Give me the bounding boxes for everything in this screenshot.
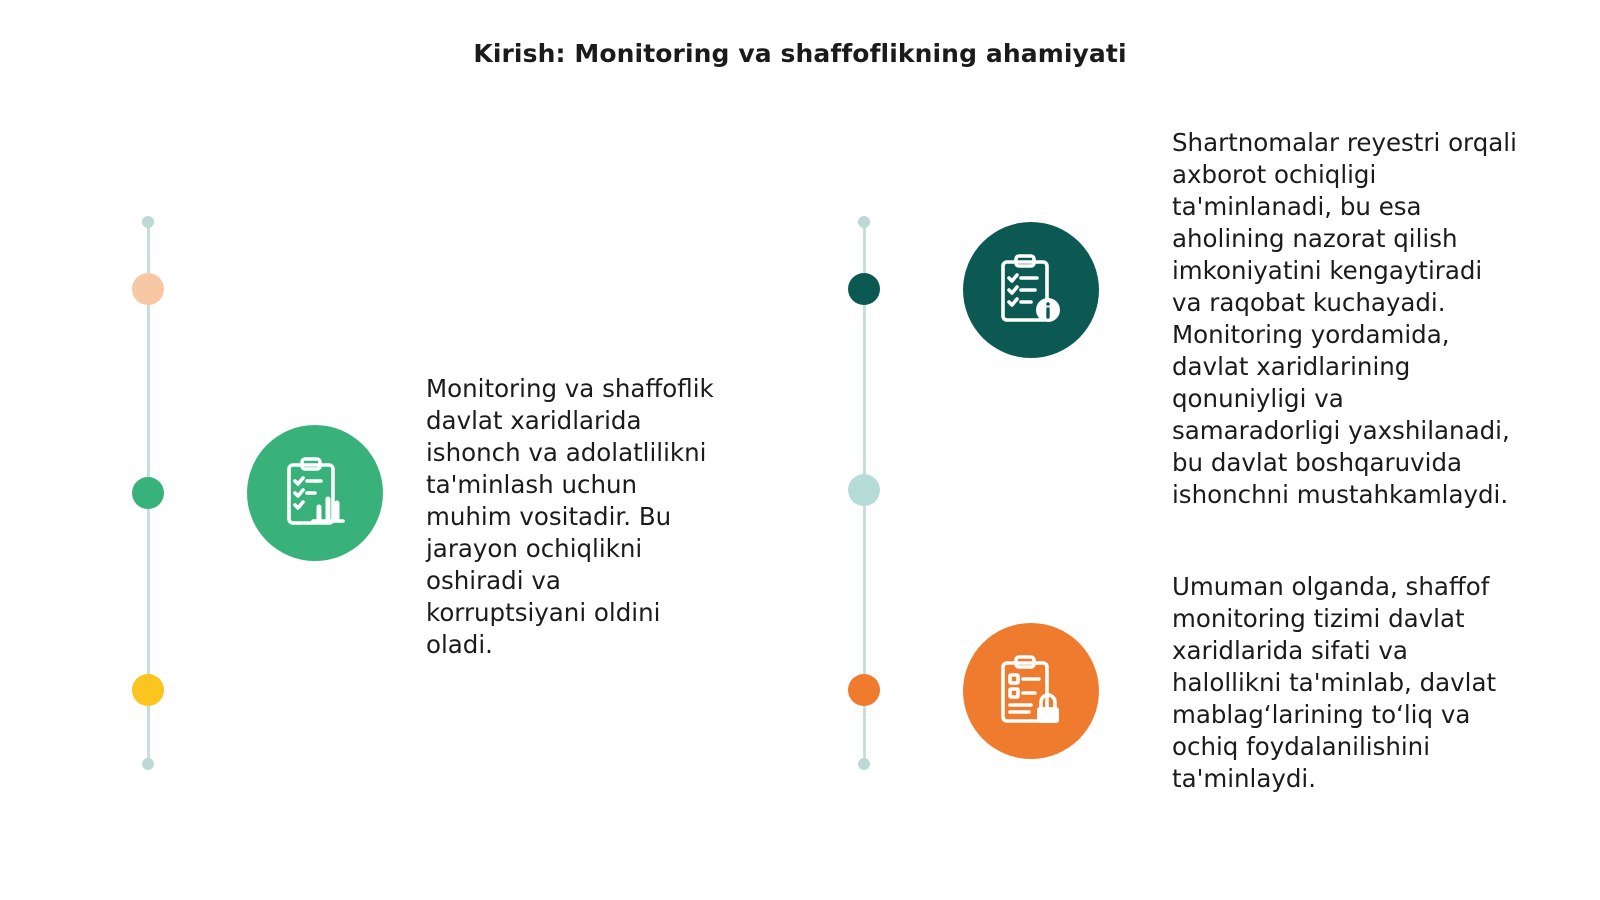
clipboard-chart-icon (275, 453, 355, 533)
block-text-3: Umuman olganda, shaffof monitoring tizimi davlat xaridlarida sifati va halollikni ta'minlab, davlat mablag‘larining to‘liq va ochiq foydalanilishini ta'minlaydi. (1172, 572, 1497, 793)
clipboard-lock-icon (991, 651, 1071, 731)
timeline-left-cap-bottom (142, 758, 154, 770)
timeline-left-cap-top (142, 216, 154, 228)
timeline-left-node-peach (132, 273, 164, 305)
clipboard-info-icon (991, 250, 1071, 330)
timeline-left-node-green (132, 477, 164, 509)
timeline-right-cap-bottom (858, 758, 870, 770)
page-title: Kirish: Monitoring va shaffoflikning ahamiyati (473, 39, 1127, 68)
timeline-right-cap-top (858, 216, 870, 228)
badge-clipboard-info (963, 222, 1099, 358)
timeline-right-node-orange (848, 674, 880, 706)
timeline-right-node-light (848, 474, 880, 506)
badge-clipboard-chart (247, 425, 383, 561)
block-text-1: Monitoring va shaffoflik davlat xaridlarida ishonch va adolatlilikni ta'minlash uchun muhim vositadir. Bu jarayon ochiqlikni oshiradi va korruptsiyani oldini oladi. (426, 374, 714, 659)
timeline-left-node-yellow (132, 674, 164, 706)
timeline-right-node-teal (848, 273, 880, 305)
block-text-2: Shartnomalar reyestri orqali axborot ochiqligi ta'minlanadi, bu esa aholining nazorat qilish imkoniyatini kengaytiradi va raqobat kuchayadi. Monitoring yordamida, davlat xaridlarining qonuniyligi va samaradorligi yaxshilanadi, bu davlat boshqaruvida ishonchni mustahkamlaydi. (1172, 128, 1517, 509)
badge-clipboard-lock (963, 623, 1099, 759)
